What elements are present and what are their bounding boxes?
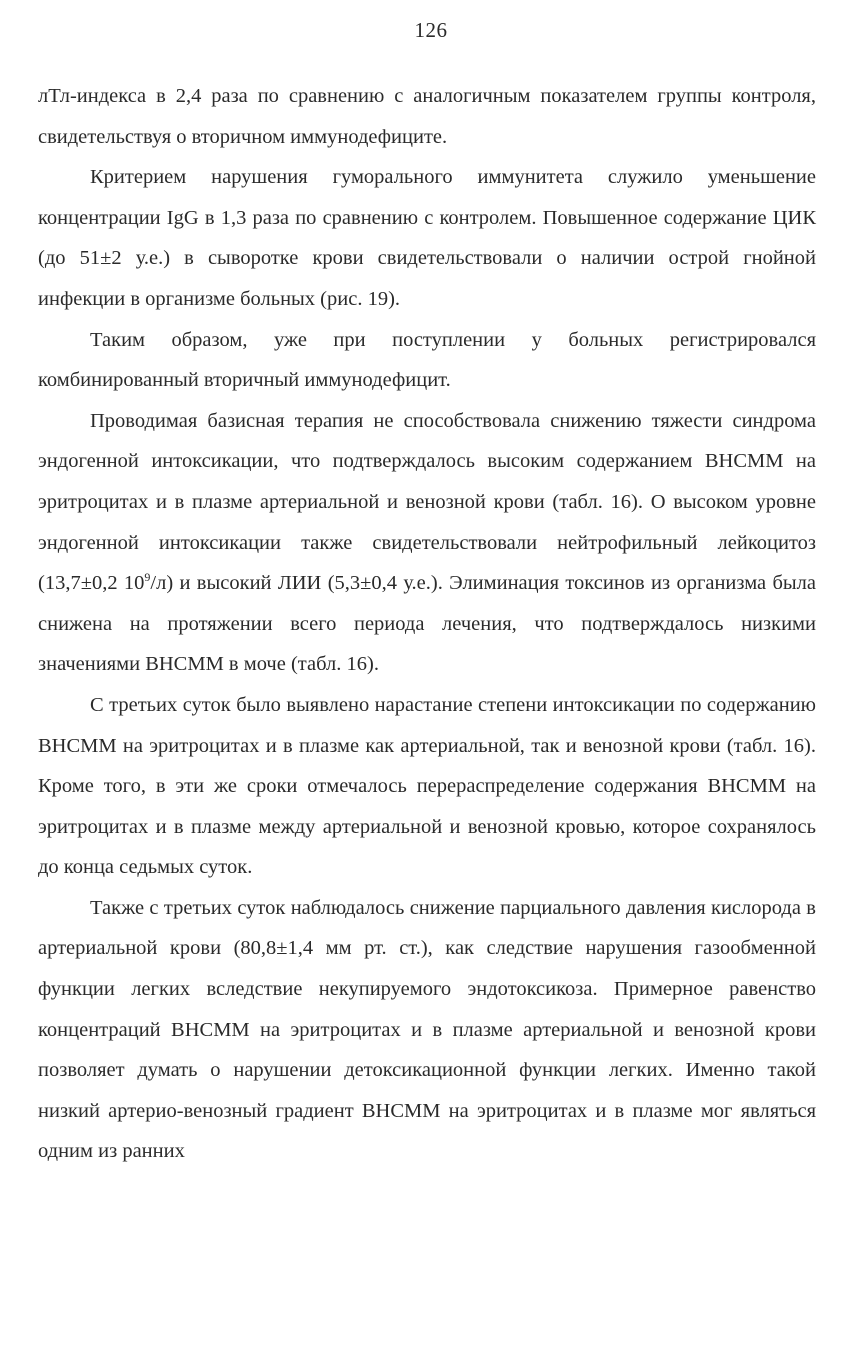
paragraph-5: С третьих суток было выявлено нарастание степени интоксикации по содержанию ВНСММ на эритроцитах и в плазме как артериальной, так и венозной крови (табл. 16). Кроме того, в эти же сроки отмечалось перераспределение содержания ВНСММ на эритроцитах и в плазме между артериальной и венозной кровью, которое сохранялось до конца седьмых суток.	[38, 693, 816, 879]
page-number: 126	[414, 18, 448, 42]
paragraph-6: Также с третьих суток наблюдалось снижение парциального давления кислорода в артериальной крови (80,8±1,4 мм рт. ст.), как следствие нарушения газообменной функции легких вследствие некупируемого эндотоксикоза. Примерное равенство концентраций ВНСММ на эритроцитах и в плазме артериальной и венозной крови позволяет думать о нарушении детоксикационной функции легких. Именно такой низкий артерио-венозный градиент ВНСММ на эритроцитах и в плазме мог являться одним из ранних	[38, 896, 816, 1163]
document-body	[38, 76, 816, 1172]
paragraph-4-text-after: /л) и высокий ЛИИ (5,3±0,4 у.е.). Элиминация токсинов из организма была снижена на протяжении всего периода лечения, что подтверждалось низкими значениями ВНСММ в моче (табл. 16).	[38, 572, 817, 676]
paragraph-4-text-before: Проводимая базисная терапия не способствовала снижению тяжести синдрома эндогенной интоксикации, что подтверждалось высоким содержанием ВНСММ на эритроцитах и в плазме артериальной и венозной крови (табл. 16). О высоком уровне эндогенной интоксикации также свидетельствовали нейтрофильный лейкоцитоз (13,7±0,2 10	[38, 409, 816, 595]
superscript-exponent: 9	[144, 570, 151, 585]
paragraph-2: Критерием нарушения гуморального иммунитета служило уменьшение концентрации IgG в 1,3 раза по сравнению с контролем. Повышенное содержание ЦИК (до 51±2 у.е.) в сыворотке крови свидетельствовали о наличии острой гнойной инфекции в организме больных (рис. 19).	[38, 166, 816, 310]
paragraph-3: Таким образом, уже при поступлении у больных регистрировался комбинированный вторичный иммунодефицит.	[38, 328, 816, 392]
paragraph-4	[38, 401, 816, 685]
paragraph-1: лТл-индекса в 2,4 раза по сравнению с аналогичным показателем группы контроля, свидетельствуя о вторичном иммунодефиците.	[38, 85, 816, 148]
